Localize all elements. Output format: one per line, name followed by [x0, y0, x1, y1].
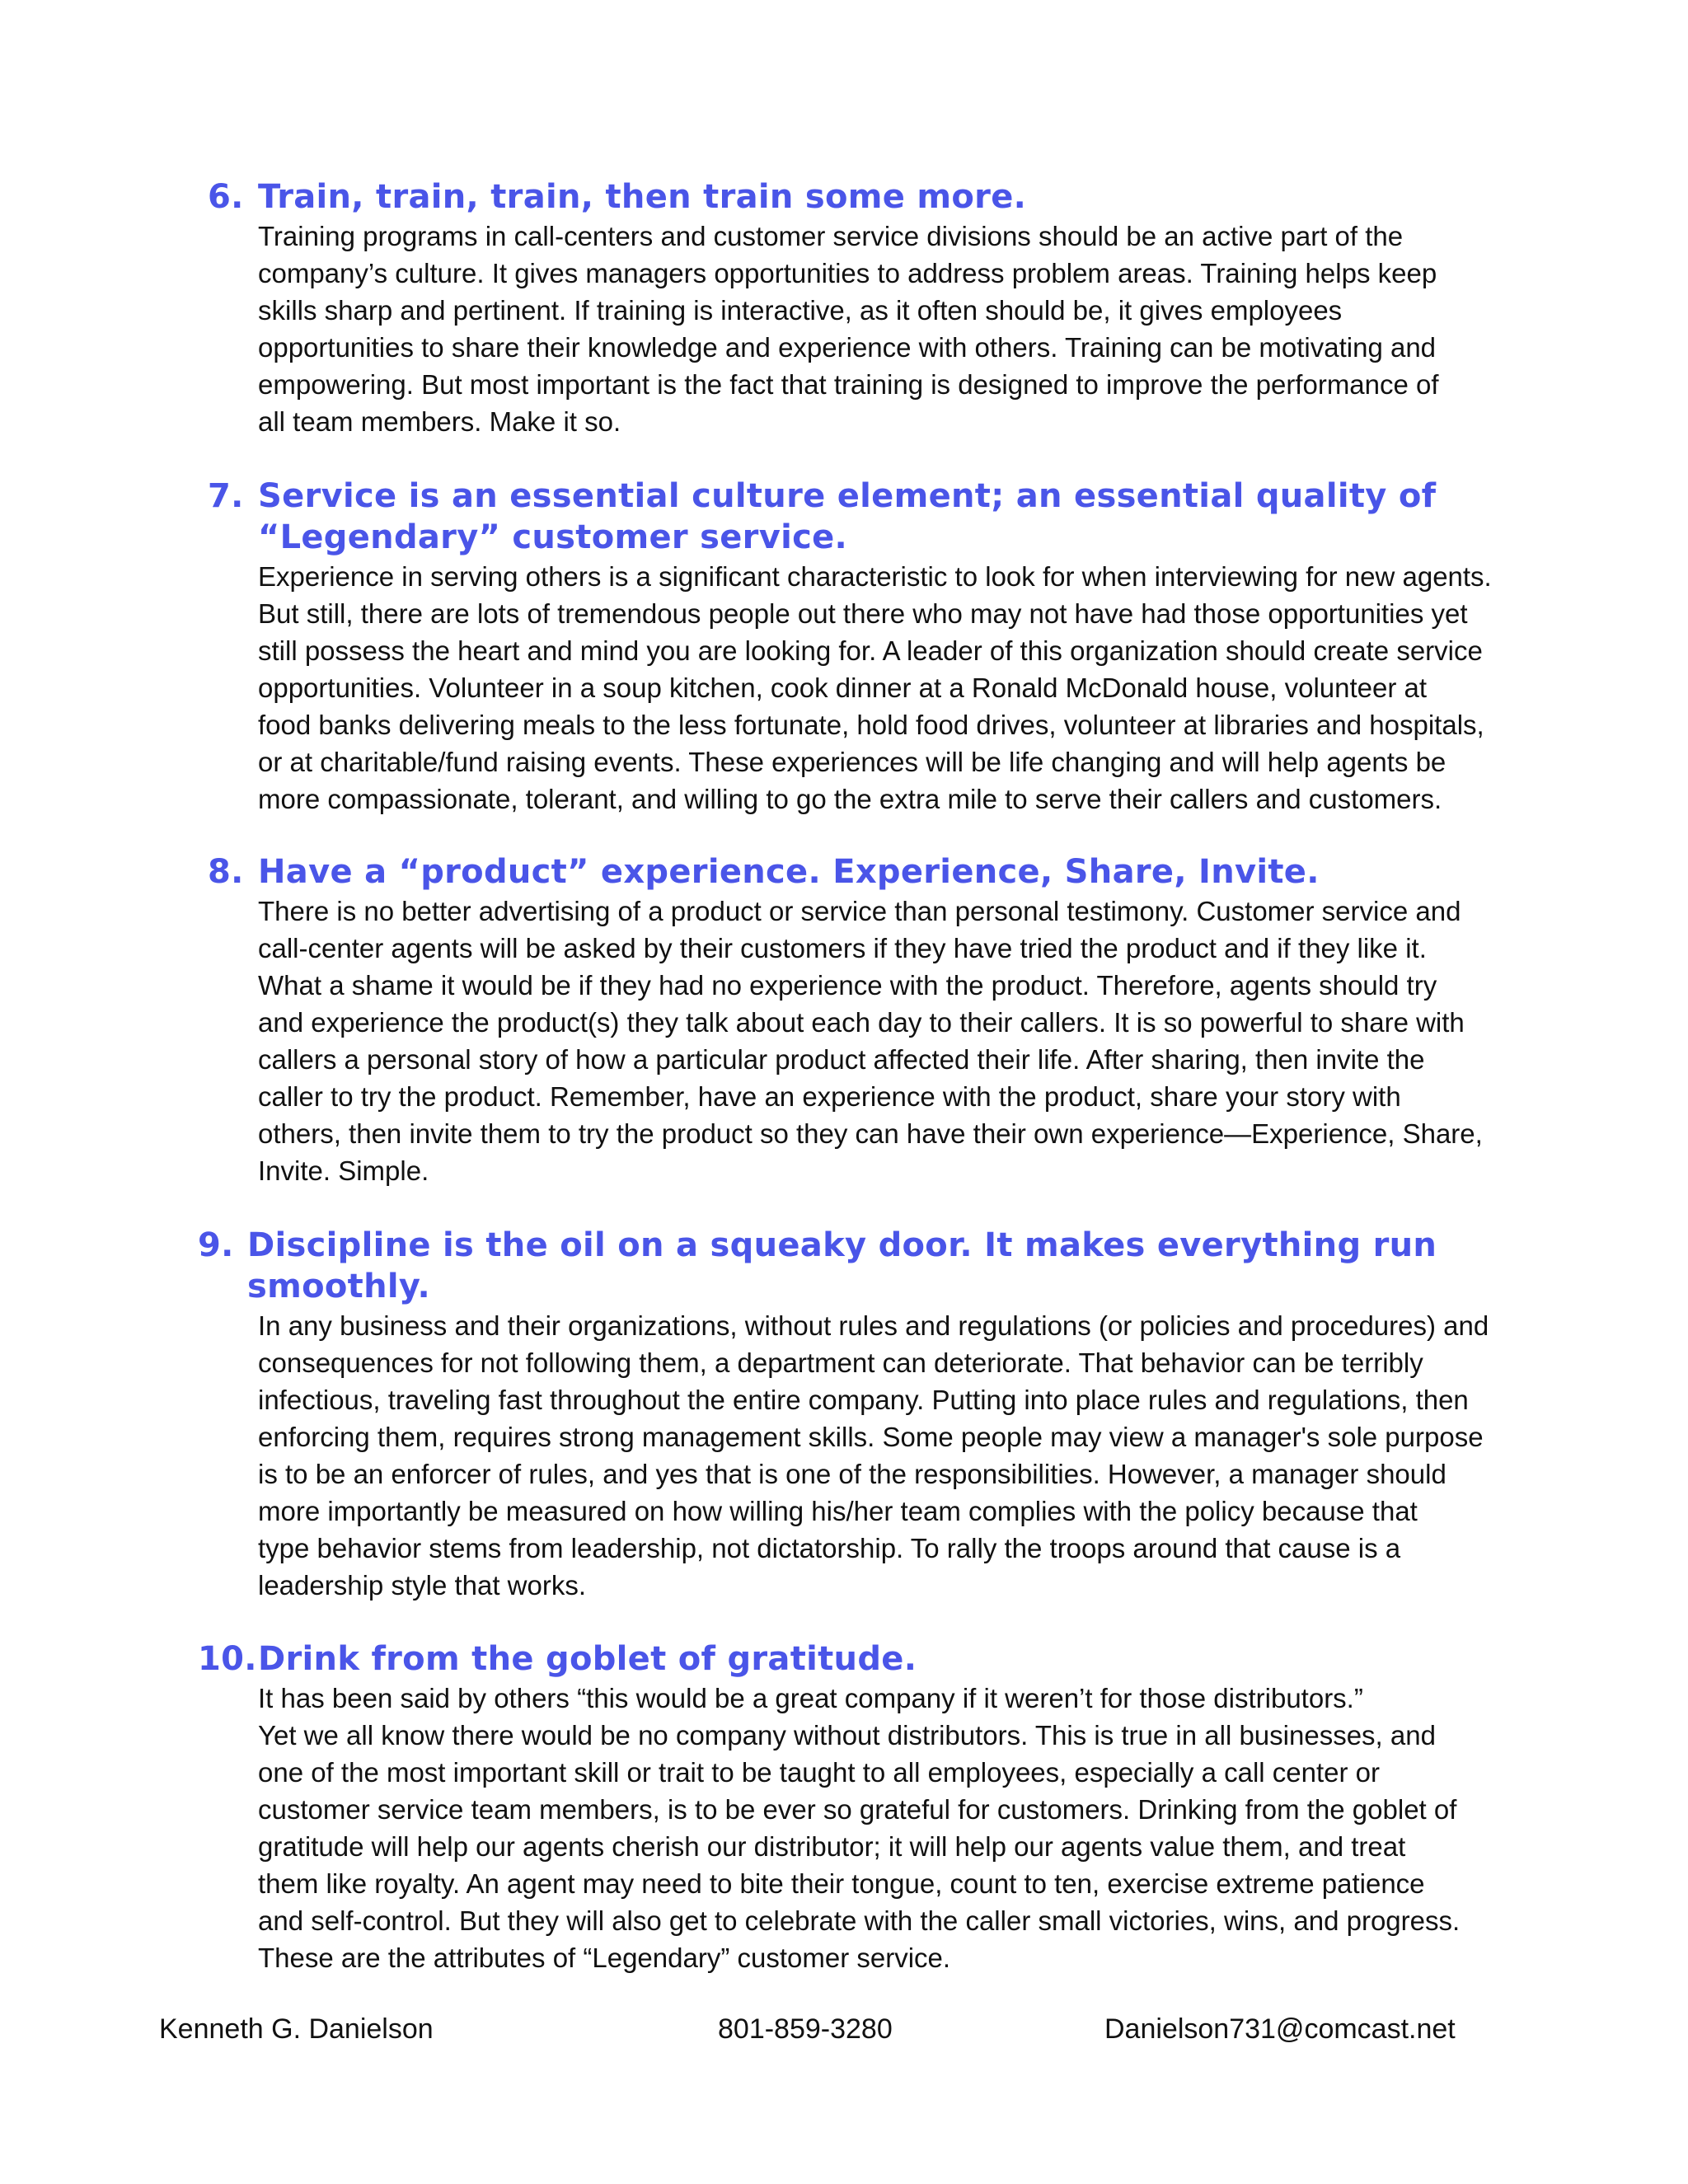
section-heading — [0, 476, 1688, 558]
section-number: 10. — [198, 1640, 257, 1678]
section-body: It has been said by others “this would be a great company if it weren’t for those distributors.” Yet we all know there would be no company without distributors. This is true in all businesses, and one of the most important skill or trait to be taught to all employees, especially a call center or customer service team members, is to be ever so grateful for customers. Drinking from the goblet of gratitude will help our agents cherish our distributor; it will help our agents value them, and treat them like royalty. An agent may need to bite their tongue, count to ten, exercise extreme patience and self-control. But they will also get to celebrate with the caller small victories, wins, and progress. These are the attributes of “Legendary” customer service. — [258, 1683, 1461, 1973]
section-number: 6. — [208, 178, 244, 216]
section-heading — [0, 851, 1688, 893]
section-title: Have a “product” experience. Experience, Share, Invite. — [258, 853, 1320, 891]
section-body: In any business and their organizations, without rules and regulations (or policies and procedures) and consequences for not following them, a department can deteriorate. That behavior can be terribly infectious, traveling fast throughout the entire company. Putting into place rules and regulations, then enforcing them, requires strong management skills. Some people may view a manager's sole purpose is to be an enforcer of rules, and yes that is one of the responsibilities. However, a manager should more importantly be measured on how willing his/her team complies with the policy because that type behavior stems from leadership, not dictatorship. To rally the troops around that cause is a leadership style that works. — [258, 1310, 1489, 1601]
footer-phone: 801-859-3280 — [718, 2013, 893, 2045]
section-6 — [0, 176, 1688, 440]
section-number: 9. — [198, 1226, 234, 1264]
section-title: Service is an essential culture element; an essential quality of “Legendary” customer service. — [258, 477, 1437, 556]
footer-email: Danielson731@comcast.net — [1104, 2013, 1456, 2045]
section-body: Experience in serving others is a significant characteristic to look for when interviewing for new agents. But still, there are lots of tremendous people out there who may not have had those opportunities yet still possess the heart and mind you are looking for. A leader of this organization should create service opportunities. Volunteer in a soup kitchen, cook dinner at a Ronald McDonald house, volunteer at food banks delivering meals to the less fortunate, hold food drives, volunteer at libraries and hospitals, or at charitable/fund raising events. These experiences will be life changing and will help agents be more compassionate, tolerant, and willing to go the extra mile to serve their callers and customers. — [258, 561, 1492, 814]
footer-name: Kenneth G. Danielson — [159, 2013, 434, 2045]
section-heading — [0, 1638, 1688, 1680]
section-heading — [0, 1225, 1688, 1307]
section-body: Training programs in call-centers and customer service divisions should be an active part of the company’s culture. It gives managers opportunities to address problem areas. Training helps keep skills sharp and pertinent. If training is interactive, as it often should be, it gives employees opportunities to share their knowledge and experience with others. Training can be motivating and empowering. But most important is the fact that training is designed to improve the performance of all team members. Make it so. — [258, 221, 1439, 437]
section-10 — [0, 1638, 1688, 1976]
section-9 — [0, 1225, 1688, 1604]
section-body: There is no better advertising of a product or service than personal testimony. Customer service and call-center agents will be asked by their customers if they have tried the product and if they like it. What a shame it would be if they had no experience with the product. Therefore, agents should try and experience the product(s) they talk about each day to their callers. It is so powerful to share with callers a personal story of how a particular product affected their life. After sharing, then invite the caller to try the product. Remember, have an experience with the product, share your story with others, then invite them to try the product so they can have their own experience—Experience, Share, Invite. Simple. — [258, 896, 1483, 1186]
section-number: 7. — [208, 477, 244, 515]
section-title: Drink from the goblet of gratitude. — [258, 1640, 917, 1678]
section-7 — [0, 476, 1688, 818]
section-heading — [0, 176, 1688, 218]
section-number: 8. — [208, 853, 244, 891]
section-title: Discipline is the oil on a squeaky door. It makes everything run smoothly. — [247, 1226, 1437, 1305]
section-8 — [0, 851, 1688, 1189]
page-footer — [0, 2011, 1688, 2052]
section-title: Train, train, train, then train some more. — [258, 178, 1027, 216]
